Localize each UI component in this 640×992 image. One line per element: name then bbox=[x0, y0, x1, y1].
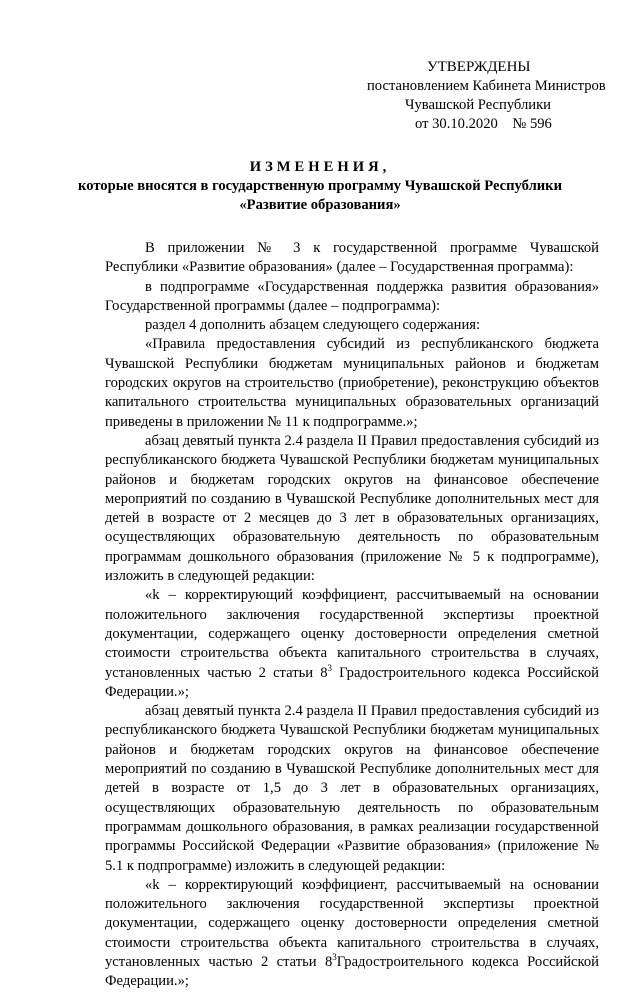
approval-authority: постановлением Кабинета Министров bbox=[367, 78, 606, 94]
paragraph-7: абзац девятый пункта 2.4 раздела II Правил предоставления субсидий из республиканского бюджета Чувашской Республики бюджетам муниципальных районов и бюджетам городских округов на финансовое обеспечение мероприятий по созданию в Чувашской Республике дополнительных мест для детей в возрасте от 1,5 до 3 лет в образовательных организациях, осуществляющих образовательную деятельность по образовательным программам дошкольного образования, в рамках реализации государственной программы Российской Федерации «Развитие образования» (приложение № 5.1 к подпрограмме) изложить в следующей редакции: bbox=[105, 703, 599, 874]
approval-region: Чувашской Республики bbox=[405, 97, 551, 113]
paragraph-1: В приложении № 3 к государственной программе Чувашской Республики «Развитие образования» (далее – Государственная программа): bbox=[105, 240, 599, 276]
paragraph-4: «Правила предоставления субсидий из республиканского бюджета Чувашской Республики бюджетам муниципальных районов и бюджетам городских округов на строительство (приобретение), реконструкцию объектов капитального строительства муниципальных образовательных организаций приведены в приложении № 11 к подпрограмме.»; bbox=[105, 336, 599, 430]
paragraph-3: раздел 4 дополнить абзацем следующего содержания: bbox=[145, 317, 481, 334]
title-subtitle-line1: которые вносятся в государственную программу Чувашской Республики bbox=[78, 178, 562, 194]
title-subtitle-line2: «Развитие образования» bbox=[239, 197, 401, 213]
paragraph-6-superscript: 3 bbox=[327, 662, 332, 673]
document-body bbox=[105, 239, 599, 992]
approval-heading: УТВЕРЖДЕНЫ bbox=[427, 59, 531, 75]
paragraph-6 bbox=[105, 586, 599, 702]
paragraph-8-superscript: 3 bbox=[332, 952, 337, 963]
approval-date-number: от 30.10.2020 № 596 bbox=[415, 116, 552, 132]
paragraph-8 bbox=[105, 876, 599, 992]
paragraph-5: абзац девятый пункта 2.4 раздела II Правил предоставления субсидий из республиканского бюджета Чувашской Республики бюджетам муниципальных районов и бюджетам городских округов на финансовое обеспечение мероприятий по созданию в Чувашской Республике дополнительных мест для детей в возрасте от 2 месяцев до 3 лет в образовательных организациях, осуществляющих образовательную деятельность по образовательным программам дошкольного образования (приложение № 5 к подпрограмме), изложить в следующей редакции: bbox=[105, 432, 599, 585]
paragraph-8-text-end: Градостроительного кодекса Российской Федерации.»; bbox=[105, 953, 599, 990]
title-heading: ИЗМЕНЕНИЯ, bbox=[249, 159, 391, 175]
document-title bbox=[0, 157, 640, 215]
paragraph-6-text-end: Градостроительного кодекса Российской Федерации.»; bbox=[105, 664, 599, 700]
paragraph-6-text: «k – корректирующий коэффициент, рассчитываемый на основании положительного заключения государственной экспертизы проектной документации, содержащего оценку достоверности определения сметной стоимости строительства объекта капитального строительства в случаях, установленных частью 2 статьи 8 bbox=[105, 587, 599, 681]
paragraph-8-text: «k – корректирующий коэффициент, рассчитываемый на основании положительного заключения государственной экспертизы проектной документации, содержащего оценку достоверности определения сметной стоимости строительства объекта капитального строительства в случаях, установленных частью 2 статьи 8 bbox=[105, 876, 599, 970]
paragraph-2: в подпрограмме «Государственная поддержка развития образования» Государственной программы (далее – подпрограмма): bbox=[105, 278, 599, 314]
approval-stamp bbox=[367, 58, 607, 134]
